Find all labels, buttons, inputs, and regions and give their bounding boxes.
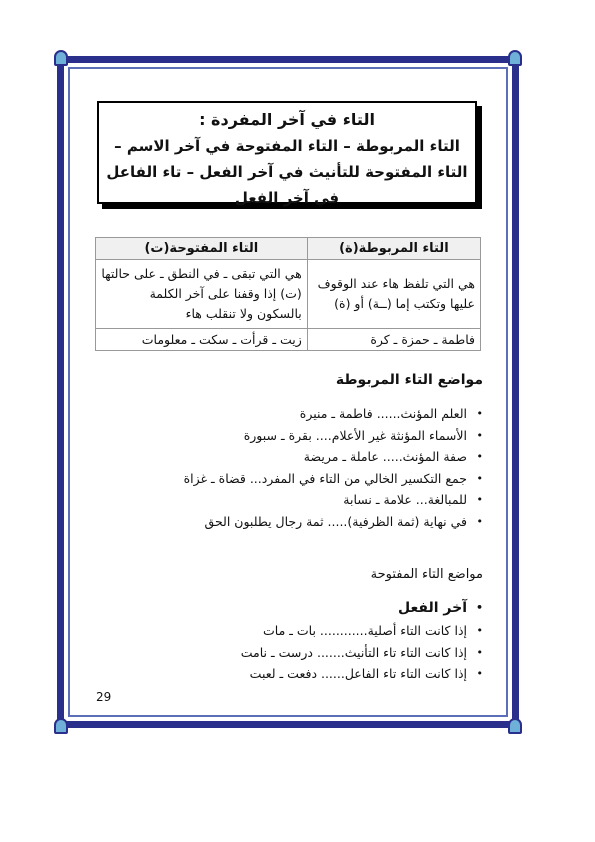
corner-ornament-top-left — [54, 50, 68, 66]
table-cell: هي التي تلفظ هاء عند الوقوف عليها وتكتب إما (ــة) أو (ة) — [307, 260, 480, 329]
list-item: • للمبالغة... علامة ـ نسابة — [123, 489, 483, 511]
maftuha-list — [123, 596, 483, 685]
page-number: 29 — [96, 690, 112, 704]
table-cell: فاطمة ـ حمزة ـ كرة — [307, 329, 480, 351]
title-line-3: التاء المفتوحة للتأنيث في آخر الفعل – تاء الفاعل في آخر الفعل — [106, 163, 468, 207]
table-row — [96, 260, 481, 329]
list-item: • في نهاية (ثمة الظرفية)..... ثمة رجال يطلبون الحق — [123, 511, 483, 533]
list-item: • العلم المؤنث...... فاطمة ـ منيرة — [123, 403, 483, 425]
section-heading-maftuha: مواضع التاء المفتوحة — [370, 567, 483, 582]
table-header-maftuha: التاء المفتوحة(ت) — [96, 238, 308, 260]
corner-ornament-top-right — [508, 50, 522, 66]
table-row — [96, 329, 481, 351]
corner-ornament-bottom-right — [508, 718, 522, 734]
table-cell: زيت ـ قرأت ـ سكت ـ معلومات — [96, 329, 308, 351]
table-header-row — [96, 238, 481, 260]
list-item: • إذا كانت التاء أصلية............ بات ـ مات — [123, 620, 483, 642]
section-heading-marbuta: مواضع التاء المربوطة — [335, 372, 483, 388]
list-item-heading: • آخر الفعل — [123, 596, 483, 620]
list-item: • جمع التكسير الخالي من التاء في المفرد... قضاة ـ غزاة — [123, 468, 483, 490]
marbuta-list — [123, 403, 483, 532]
table-header-marbuta: التاء المربوطة(ة) — [307, 238, 480, 260]
list-item: • إذا كانت التاء تاء التأنيث....... درست ـ نامت — [123, 642, 483, 664]
list-item: • إذا كانت التاء تاء الفاعل...... دفعت ـ لعبت — [123, 663, 483, 685]
corner-ornament-bottom-left — [54, 718, 68, 734]
list-item: • صفة المؤنث..... عاملة ـ مريضة — [123, 446, 483, 468]
title-line-1: التاء في آخر المفردة : — [199, 110, 375, 129]
list-item: • الأسماء المؤنثة غير الأعلام.... بقرة ـ سبورة — [123, 425, 483, 447]
title-line-2: التاء المربوطة – التاء المفتوحة في آخر الاسم – — [114, 137, 460, 155]
table-cell: هي التي تبقى ـ في النطق ـ على حالتها (ت) إذا وقفنا على آخر الكلمة بالسكون ولا تنقلب هاء — [96, 260, 308, 329]
taa-comparison-table — [95, 237, 481, 351]
title-box — [97, 101, 477, 207]
